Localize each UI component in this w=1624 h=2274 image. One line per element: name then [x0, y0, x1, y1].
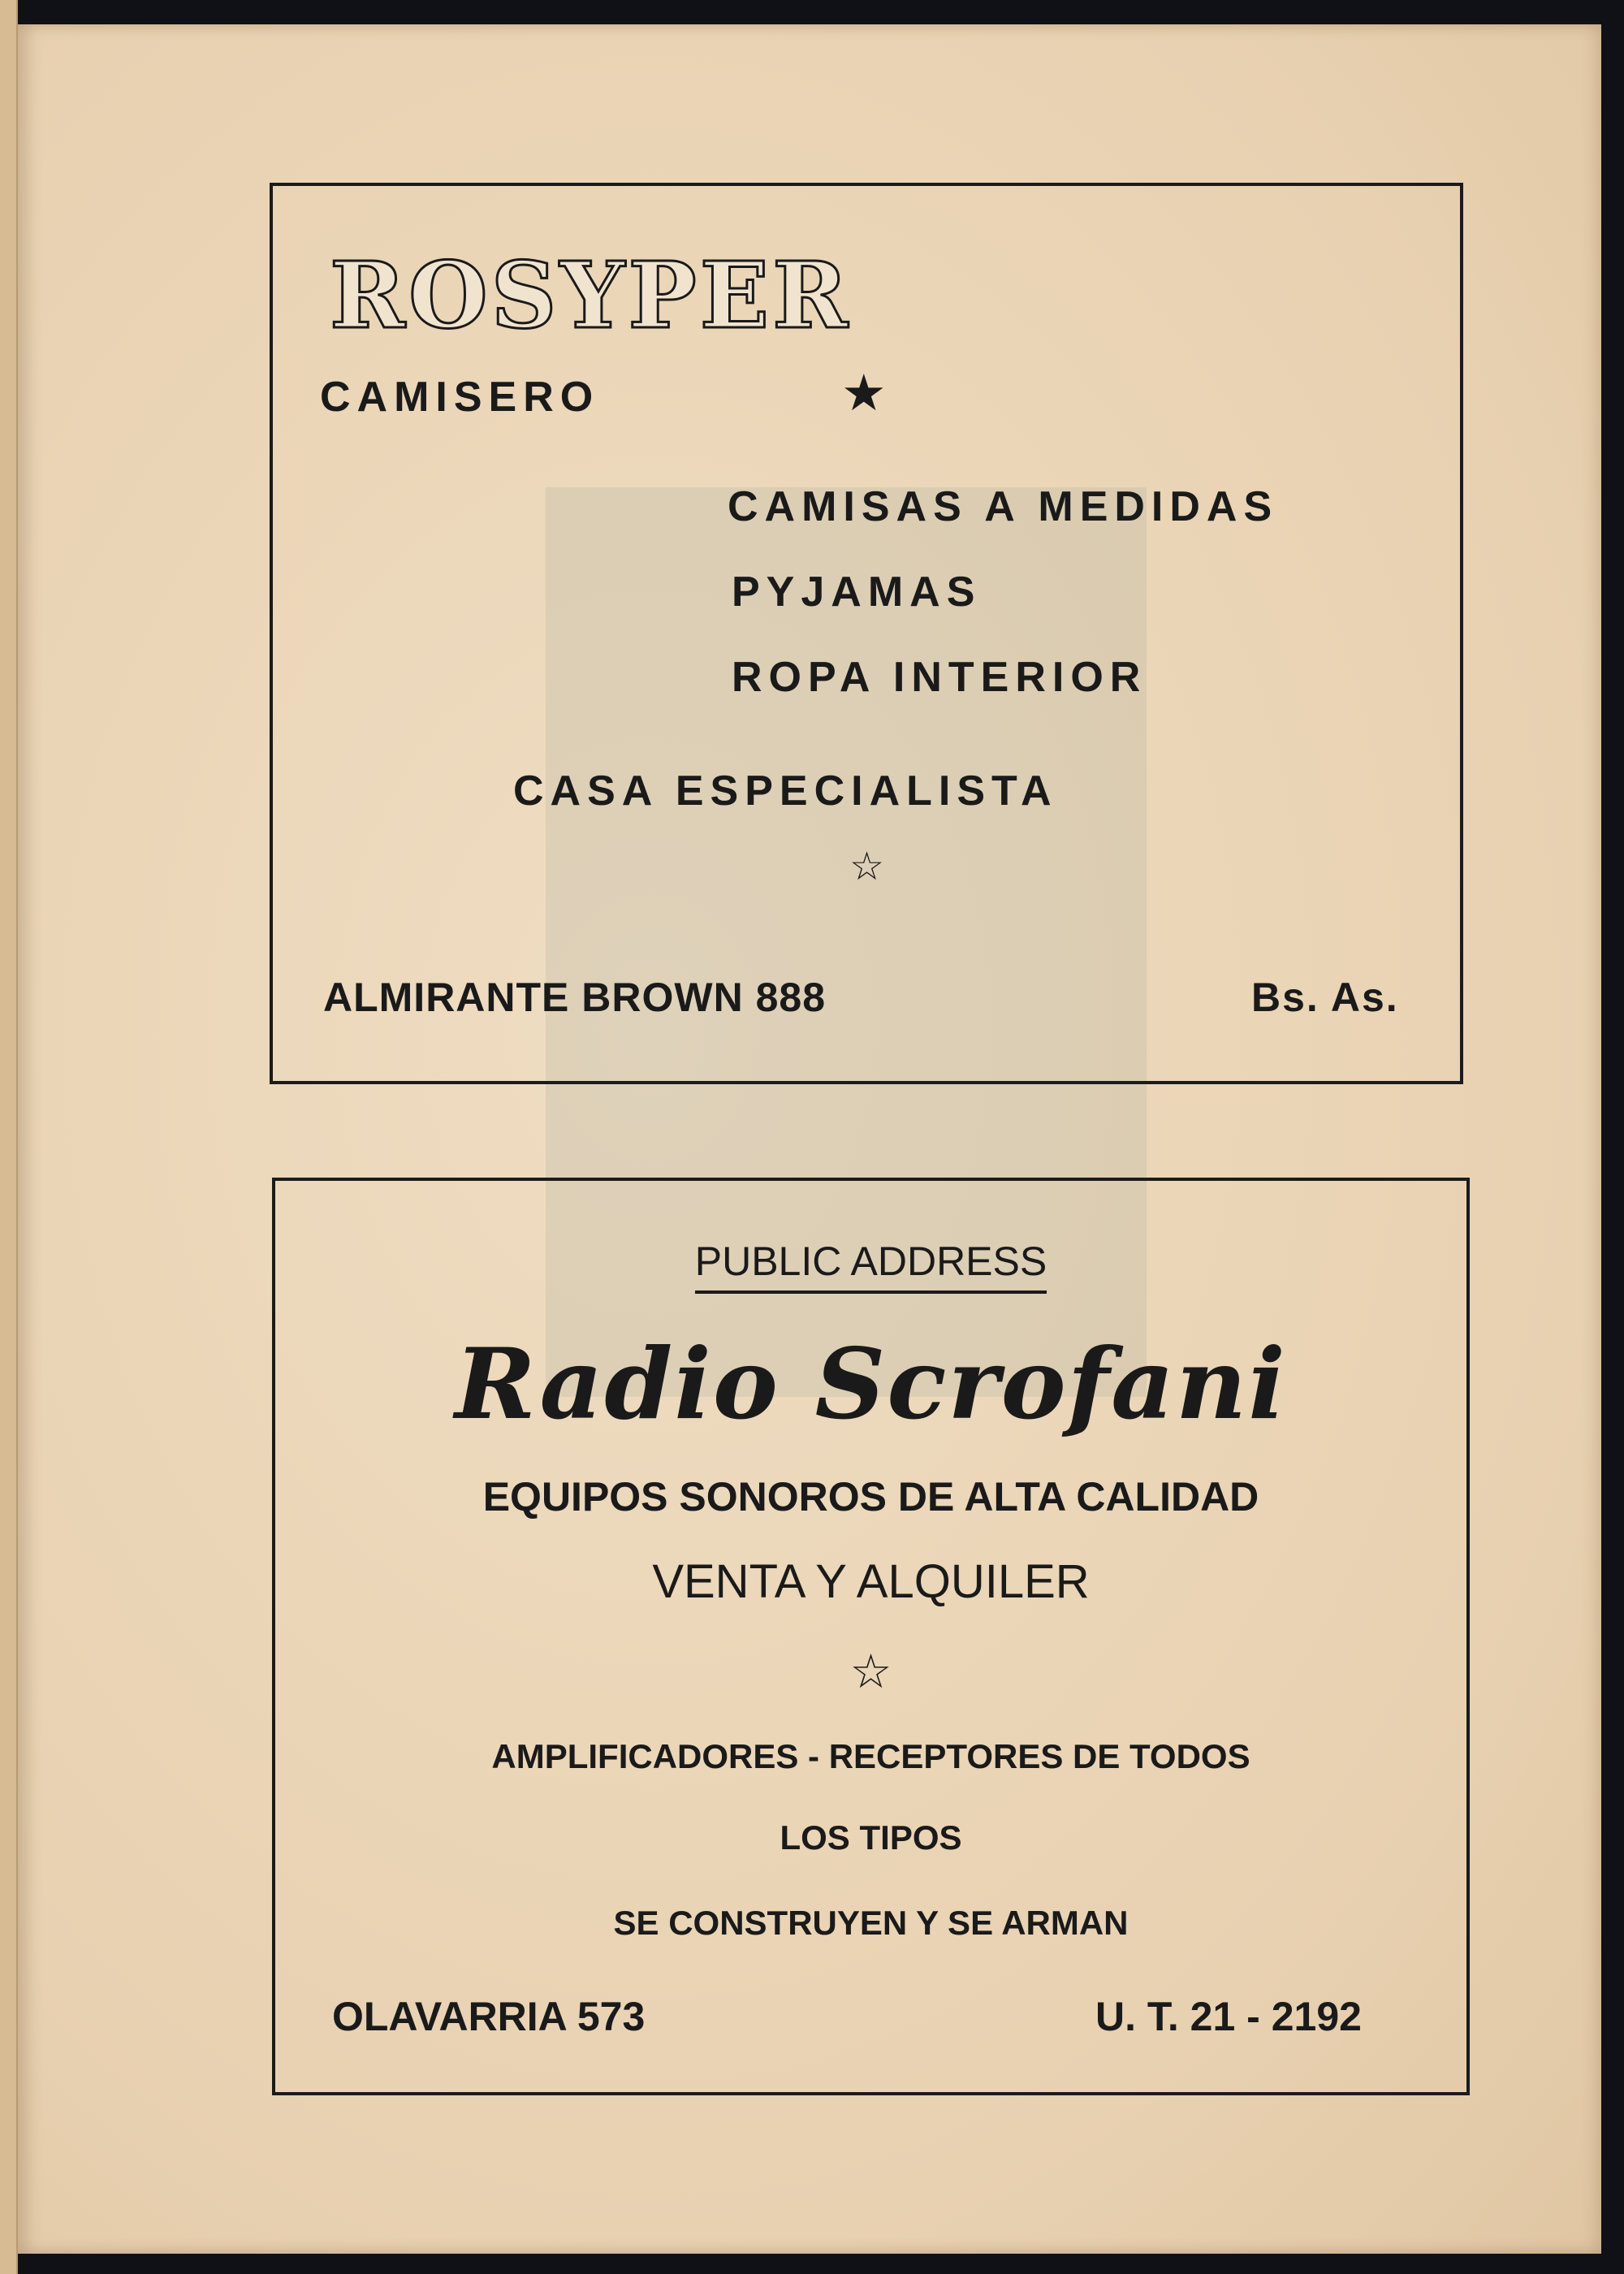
ad2-phone: U. T. 21 - 2192 — [1095, 1994, 1362, 2039]
book-spine — [0, 0, 18, 2274]
ad2-line-1: EQUIPOS SONOROS DE ALTA CALIDAD — [482, 1474, 1259, 1520]
ad2-line-3: AMPLIFICADORES - RECEPTORES DE TODOS — [491, 1737, 1250, 1775]
ad2-line-4: LOS TIPOS — [780, 1818, 962, 1857]
ad1-subtitle: CAMISERO — [320, 374, 600, 421]
ad2-line-5: SE CONSTRUYEN Y SE ARMAN — [613, 1904, 1129, 1942]
rosyper-ad — [270, 183, 1463, 1084]
ad1-address: ALMIRANTE BROWN 888 — [323, 975, 827, 1020]
radio-scrofani-ad — [272, 1178, 1470, 2095]
star-outline-icon: ☆ — [849, 845, 885, 888]
ad2-line-2: VENTA Y ALQUILER — [652, 1555, 1090, 1608]
radio-scrofani-logo: Radio Scrofani — [455, 1327, 1287, 1442]
ad1-item-3: ROPA INTERIOR — [732, 654, 1147, 701]
ad1-item-1: CAMISAS A MEDIDAS — [728, 483, 1279, 530]
ad2-heading-wrap — [275, 1238, 1466, 1285]
ad2-address: OLAVARRIA 573 — [332, 1994, 646, 2039]
star-icon: ★ — [841, 365, 887, 422]
star-outline-icon: ☆ — [849, 1645, 892, 1698]
rosyper-logo: ROSYPER — [330, 243, 852, 349]
ad1-city: Bs. As. — [1251, 975, 1399, 1020]
ad2-heading: PUBLIC ADDRESS — [695, 1239, 1047, 1294]
ad1-item-2: PYJAMAS — [732, 568, 982, 616]
ad1-tagline: CASA ESPECIALISTA — [513, 767, 1058, 815]
